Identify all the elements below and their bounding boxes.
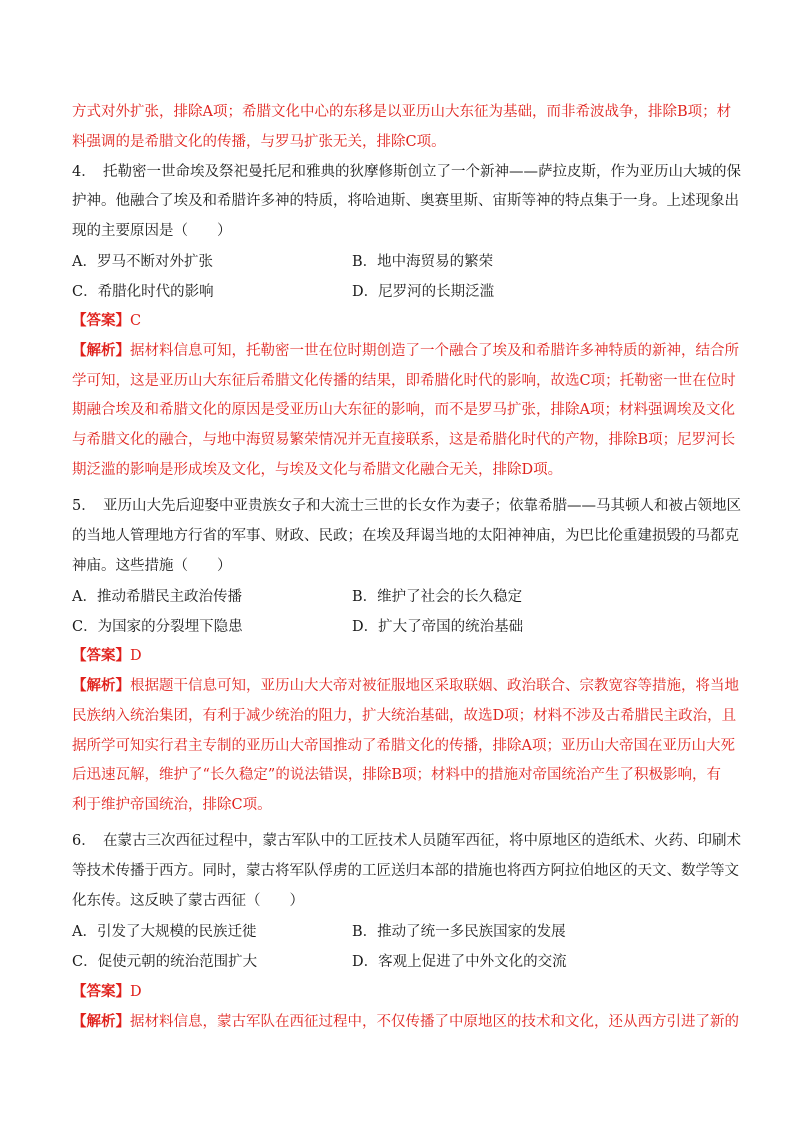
question-6-analysis (72, 1012, 739, 1032)
question-5-stem: 5． 亚历山大先后迎娶中亚贵族女子和大流士三世的长女作为妻子；依靠希腊——马其顿人和被占领地区 (72, 498, 741, 514)
answer-label: 【答案】 (72, 312, 130, 329)
answer-value: C (130, 313, 142, 329)
question-4-option-b: B．地中海贸易的繁荣 (352, 254, 494, 270)
question-4-option-d: D．尼罗河的长期泛滥 (352, 284, 495, 300)
analysis-text: 根据题干信息可知，亚历山大大帝对被征服地区采取联姻、政治联合、宗教宽容等措施，将当地 (130, 678, 739, 694)
question-5-option-b: B．维护了社会的长久稳定 (352, 589, 523, 605)
question-4-option-c: C．希腊化时代的影响 (72, 284, 214, 300)
question-4-analysis: 与希腊文化的融合，与地中海贸易繁荣情况并无直接联系，这是希腊化时代的产物，排除B项；尼罗河长 (72, 432, 736, 448)
question-6-stem: 等技术传播于西方。同时，蒙古将军队俘虏的工匠送归本部的措施也将西方阿拉伯地区的天文、数学等文 (72, 863, 739, 879)
question-5-analysis: 利于维护帝国统治，排除C项。 (72, 797, 272, 813)
question-5-analysis: 据所学可知实行君主专制的亚历山大帝国推动了希腊文化的传播，排除A项；亚历山大帝国在亚历山大死 (72, 738, 735, 754)
question-5-option-a: A．推动希腊民主政治传播 (72, 589, 242, 605)
analysis-text: 据材料信息，蒙古军队在西征过程中，不仅传播了中原地区的技术和文化，还从西方引进了新的 (130, 1014, 739, 1030)
question-5-answer (72, 646, 142, 666)
question-4-analysis (72, 341, 739, 361)
question-6-option-d: D．客观上促进了中外文化的交流 (352, 954, 567, 970)
question-6-answer (72, 982, 142, 1002)
question-6-option-c: C．促使元朝的统治范围扩大 (72, 954, 258, 970)
answer-label: 【答案】 (72, 647, 130, 664)
question-4-stem: 4． 托勒密一世命埃及祭祀曼托尼和雅典的狄摩修斯创立了一个新神——萨拉皮斯，作为亚历山大城的保 (72, 164, 741, 180)
question-6-option-b: B．推动了统一多民族国家的发展 (352, 924, 566, 940)
intro-line: 方式对外扩张，排除A项；希腊文化中心的东移是以亚历山大东征为基础，而非希波战争，排除B项；材 (72, 104, 732, 120)
question-5-option-c: C．为国家的分裂埋下隐患 (72, 619, 243, 635)
question-5-analysis: 民族纳入统治集团，有利于减少统治的阻力，扩大统治基础，故选D项；材料不涉及古希腊民主政治，且 (72, 708, 737, 724)
question-5-stem: 的当地人管理地方行省的军事、财政、民政；在埃及拜谒当地的太阳神神庙，为巴比伦重建损毁的马都克 (72, 528, 739, 544)
question-5-analysis (72, 676, 739, 696)
question-4-analysis: 学可知，这是亚历山大东征后希腊文化传播的结果，即希腊化时代的影响，故选C项；托勒密一世在位时 (72, 373, 736, 389)
answer-value: D (130, 984, 142, 1000)
analysis-label: 【解析】 (72, 342, 130, 359)
question-4-analysis: 期泛滥的影响是形成埃及文化，与埃及文化与希腊文化融合无关，排除D项。 (72, 462, 563, 478)
question-4-stem: 现的主要原因是（ ） (72, 223, 232, 239)
question-4-answer (72, 311, 141, 331)
question-5-stem: 神庙。这些措施（ ） (72, 558, 232, 574)
analysis-label: 【解析】 (72, 677, 130, 694)
analysis-label: 【解析】 (72, 1013, 130, 1030)
intro-line: 料强调的是希腊文化的传播，与罗马扩张无关，排除C项。 (72, 134, 446, 150)
question-4-option-a: A．罗马不断对外扩张 (72, 254, 213, 270)
answer-label: 【答案】 (72, 983, 130, 1000)
question-6-stem: 6． 在蒙古三次西征过程中，蒙古军队中的工匠技术人员随军西征，将中原地区的造纸术、火药、印刷术 (72, 833, 741, 849)
answer-value: D (130, 648, 142, 664)
question-5-option-d: D．扩大了帝国的统治基础 (352, 619, 524, 635)
question-4-analysis: 期融合埃及和希腊文化的原因是受亚历山大东征的影响，而不是罗马扩张，排除A项；材料强调埃及文化 (72, 402, 735, 418)
question-4-stem: 护神。他融合了埃及和希腊许多神的特质，将哈迪斯、奥赛里斯、宙斯等神的特点集于一身。上述现象出 (72, 193, 739, 209)
question-5-analysis: 后迅速瓦解，维护了“长久稳定”的说法错误，排除B项；材料中的措施对帝国统治产生了积极影响，有 (72, 767, 721, 783)
question-6-stem: 化东传。这反映了蒙古西征（ ） (72, 893, 304, 909)
analysis-text: 据材料信息可知，托勒密一世在位时期创造了一个融合了埃及和希腊许多神特质的新神，结合所 (130, 343, 739, 359)
question-6-option-a: A．引发了大规模的民族迁徙 (72, 924, 257, 940)
